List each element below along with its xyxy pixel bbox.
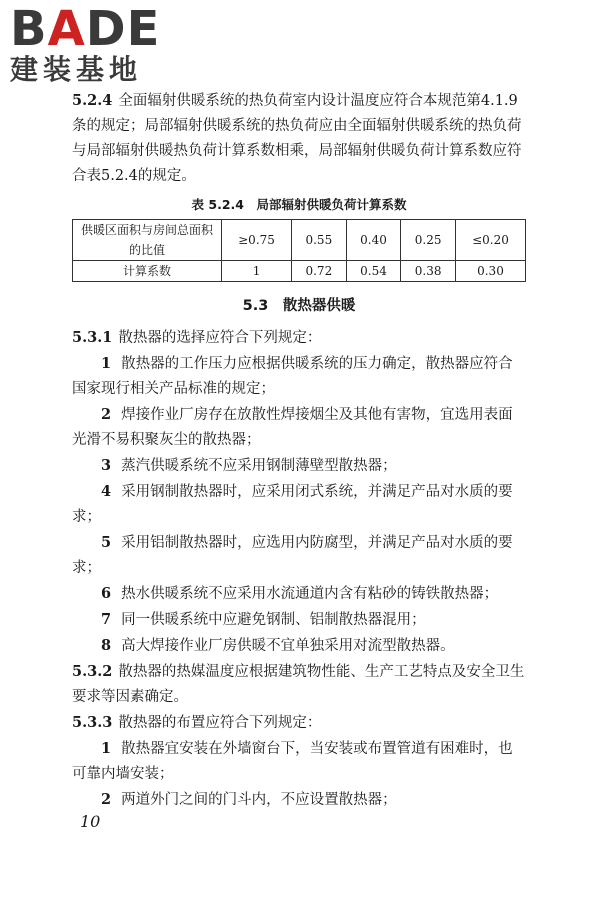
list-item: 1 散热器宜安装在外墙窗台下，当安装或布置管道有困难时，也可靠内墙安装； (72, 740, 513, 782)
table-cell: 0.40 (346, 220, 401, 261)
table-cell: 0.30 (455, 261, 525, 282)
table-cell: 1 (222, 261, 292, 282)
clause-number: 5.2.4 (72, 92, 113, 109)
clause-5-3-3 (72, 710, 526, 736)
table-cell: 0.25 (401, 220, 456, 261)
clause-text: 散热器的热媒温度应根据建筑物性能、生产工艺特点及安全卫生要求等因素确定。 (72, 664, 525, 705)
table-cell: ≥0.75 (222, 220, 292, 261)
list-item: 5 采用铝制散热器时，应选用内防腐型，并满足产品对水质的要求； (72, 534, 513, 576)
list-item: 8 高大焊接作业厂房供暖不宜单独采用对流型散热器。 (101, 637, 455, 654)
logo-wordmark: BADE (10, 1, 161, 57)
clause-text: 散热器的布置应符合下列规定： (118, 715, 322, 731)
list-item: 2 两道外门之间的门斗内，不应设置散热器； (101, 791, 397, 808)
clause-number: 5.3.1 (72, 329, 113, 346)
list-item: 4 采用钢制散热器时，应采用闭式系统，并满足产品对水质的要求； (72, 483, 513, 525)
page-number: 10 (80, 812, 101, 831)
table-cell: 0.38 (401, 261, 456, 282)
table-cell: 0.72 (292, 261, 347, 282)
list-item: 6 热水供暖系统不应采用水流通道内含有粘砂的铸铁散热器； (101, 585, 499, 602)
list-item: 3 蒸汽供暖系统不应采用钢制薄壁型散热器； (101, 457, 397, 474)
list-item: 7 同一供暖系统中应避免钢制、铝制散热器混用； (101, 611, 426, 628)
clause-text: 散热器的选择应符合下列规定： (118, 330, 322, 346)
table-cell: 0.54 (346, 261, 401, 282)
list-item: 1 散热器的工作压力应根据供暖系统的压力确定，散热器应符合国家现行相关产品标准的规定； (72, 355, 513, 397)
clause-number: 5.3.3 (72, 714, 113, 731)
clause-5-2-4 (72, 88, 526, 189)
clause-number: 5.3.2 (72, 663, 113, 680)
clause-5-3-1 (72, 325, 526, 351)
logo-subtitle: 建装基地 (10, 53, 143, 86)
clause-5-3-2 (72, 659, 526, 710)
section-title: 5.3 散热器供暖 (242, 298, 356, 314)
table-row (73, 220, 526, 261)
logo (10, 1, 180, 86)
clause-text: 全面辐射供暖系统的热负荷室内设计温度应符合本规范第4.1.9条的规定；局部辐射供暖系统的热负荷应由全面辐射供暖系统的热负荷与局部辐射供暖热负荷计算系数相乘，局部辐射供暖负荷计算系数应符合表5.2.4的规定。 (72, 93, 522, 184)
table-cell: 0.55 (292, 220, 347, 261)
table-row-label: 供暖区面积与房间总面积的比值 (73, 220, 222, 261)
table-row-label: 计算系数 (73, 261, 222, 282)
page-content (72, 88, 526, 813)
table-title: 表 5.2.4 局部辐射供暖负荷计算系数 (191, 197, 407, 212)
coefficient-table (72, 219, 526, 282)
list-item: 2 焊接作业厂房存在放散性焊接烟尘及其他有害物，宜选用表面光滑不易积聚灰尘的散热器； (72, 406, 513, 448)
table-row (73, 261, 526, 282)
table-cell: ≤0.20 (455, 220, 525, 261)
